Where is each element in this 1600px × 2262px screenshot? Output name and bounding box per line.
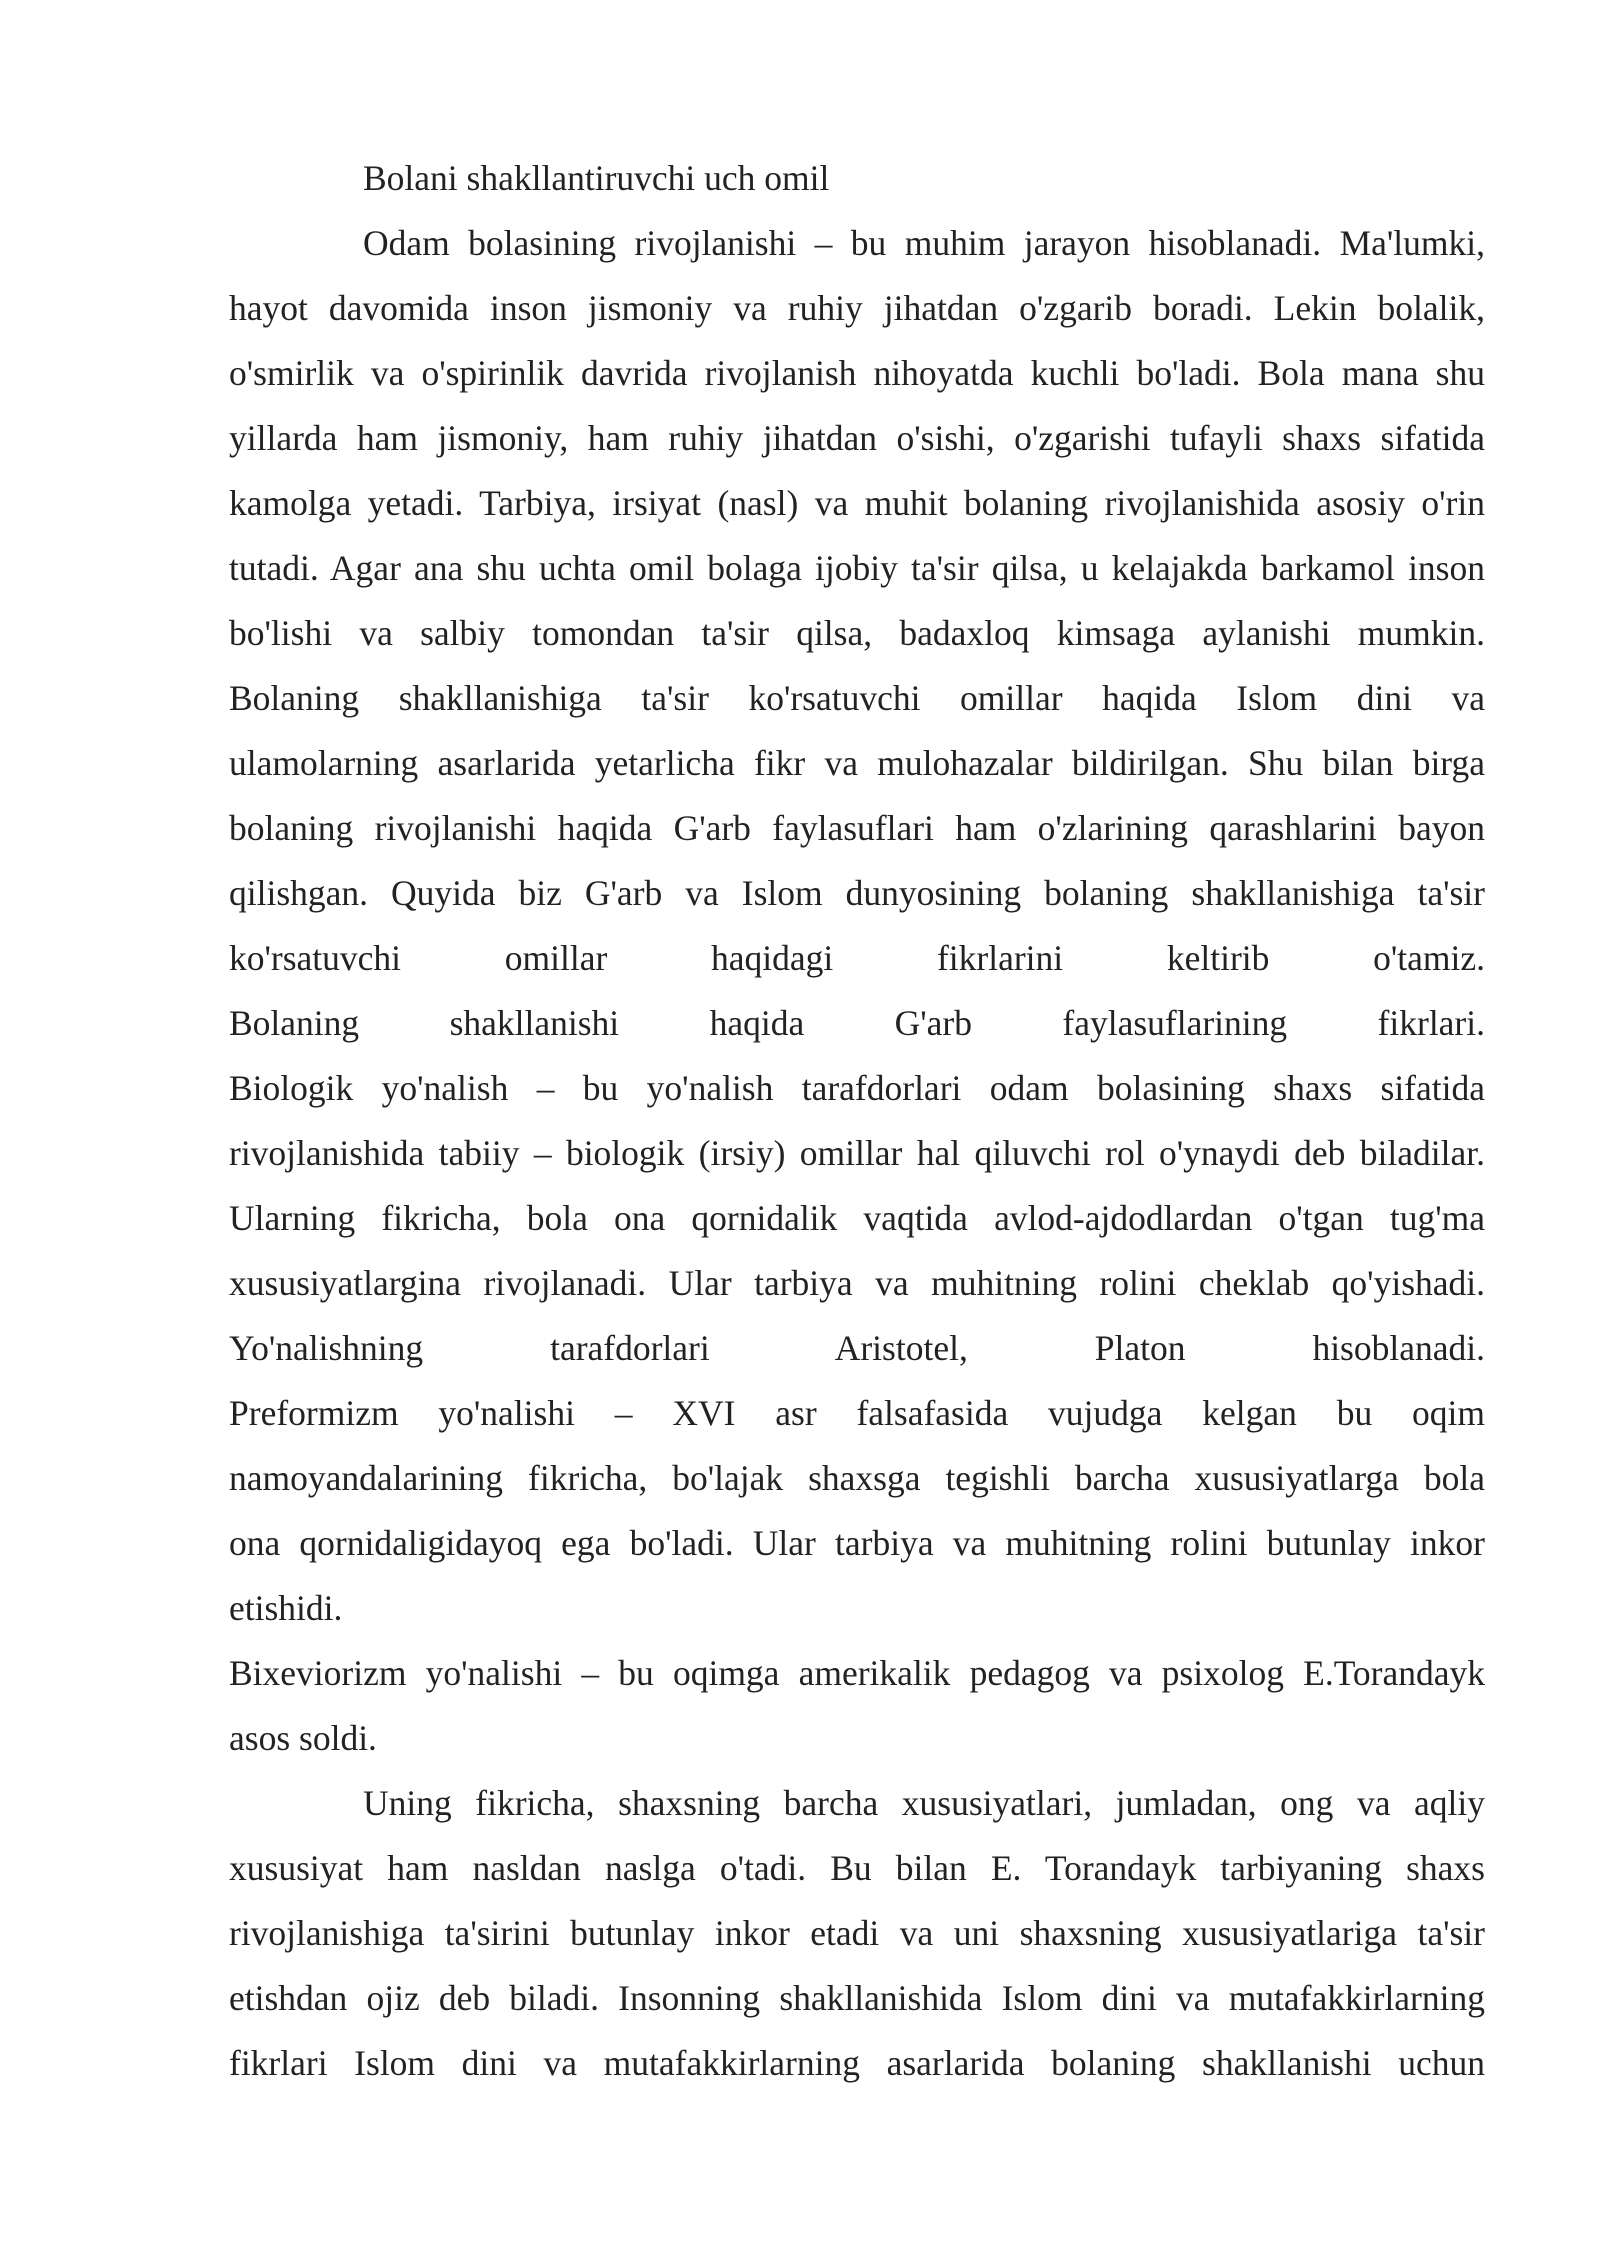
text-line: o'smirlik va o'spirinlik davrida rivojlanish nihoyatda kuchli bo'ladi. Bola mana shu <box>229 353 1485 393</box>
text-line: fikrlari Islom dini va mutafakkirlarning asarlarida bolaning shakllanishi uchun <box>229 2043 1485 2083</box>
text-line: Bixeviorizm yo'nalishi – bu oqimga amerikalik pedagog va psixolog E.Torandayk <box>229 1653 1485 1693</box>
text-line: Uning fikricha, shaxsning barcha xususiyatlari, jumladan, ong va aqliy <box>363 1783 1485 1823</box>
document-title: Bolani shakllantiruvchi uch omil <box>363 158 830 198</box>
text-line: ulamolarning asarlarida yetarlicha fikr va mulohazalar bildirilgan. Shu bilan birga <box>229 743 1485 783</box>
text-line: Preformizm yo'nalishi – XVI asr falsafasida vujudga kelgan bu oqim <box>229 1393 1485 1433</box>
text-line: hayot davomida inson jismoniy va ruhiy jihatdan o'zgarib boradi. Lekin bolalik, <box>229 288 1485 328</box>
text-line: Bolaning shakllanishiga ta'sir ko'rsatuvchi omillar haqida Islom dini va <box>229 678 1485 718</box>
text-line: ko'rsatuvchi omillar haqidagi fikrlarini keltirib o'tamiz. <box>229 938 1485 978</box>
text-line: xususiyatlargina rivojlanadi. Ular tarbiya va muhitning rolini cheklab qo'yishadi. <box>229 1263 1485 1303</box>
text-line: Yo'nalishning tarafdorlari Aristotel, Platon hisoblanadi. <box>229 1328 1485 1368</box>
text-line: bo'lishi va salbiy tomondan ta'sir qilsa, badaxloq kimsaga aylanishi mumkin. <box>229 613 1485 653</box>
text-line: etishidi. <box>229 1588 343 1628</box>
text-line: rivojlanishida tabiiy – biologik (irsiy) omillar hal qiluvchi rol o'ynaydi deb biladilar. <box>229 1133 1485 1173</box>
text-line: Biologik yo'nalish – bu yo'nalish tarafdorlari odam bolasining shaxs sifatida <box>229 1068 1485 1108</box>
text-line: Bolaning shakllanishi haqida G'arb faylasuflarining fikrlari. <box>229 1003 1485 1043</box>
text-line: Odam bolasining rivojlanishi – bu muhim jarayon hisoblanadi. Ma'lumki, <box>363 223 1485 263</box>
text-line: ona qornidaligidayoq ega bo'ladi. Ular tarbiya va muhitning rolini butunlay inkor <box>229 1523 1485 1563</box>
text-line: kamolga yetadi. Tarbiya, irsiyat (nasl) va muhit bolaning rivojlanishida asosiy o'rin <box>229 483 1485 523</box>
document-body <box>229 146 1485 2096</box>
text-line: yillarda ham jismoniy, ham ruhiy jihatdan o'sishi, o'zgarishi tufayli shaxs sifatida <box>229 418 1485 458</box>
text-line: asos soldi. <box>229 1718 377 1758</box>
text-line: xususiyat ham nasldan naslga o'tadi. Bu bilan E. Torandayk tarbiyaning shaxs <box>229 1848 1485 1888</box>
text-line: Ularning fikricha, bola ona qornidalik vaqtida avlod-ajdodlardan o'tgan tug'ma <box>229 1198 1485 1238</box>
text-line: bolaning rivojlanishi haqida G'arb faylasuflari ham o'zlarining qarashlarini bayon <box>229 808 1485 848</box>
text-line: tutadi. Agar ana shu uchta omil bolaga ijobiy ta'sir qilsa, u kelajakda barkamol inson <box>229 548 1485 588</box>
text-line: rivojlanishiga ta'sirini butunlay inkor etadi va uni shaxsning xususiyatlariga ta'sir <box>229 1913 1485 1953</box>
text-line: qilishgan. Quyida biz G'arb va Islom dunyosining bolaning shakllanishiga ta'sir <box>229 873 1485 913</box>
text-line: etishdan ojiz deb biladi. Insonning shakllanishida Islom dini va mutafakkirlarning <box>229 1978 1485 2018</box>
text-line: namoyandalarining fikricha, bo'lajak shaxsga tegishli barcha xususiyatlarga bola <box>229 1458 1485 1498</box>
